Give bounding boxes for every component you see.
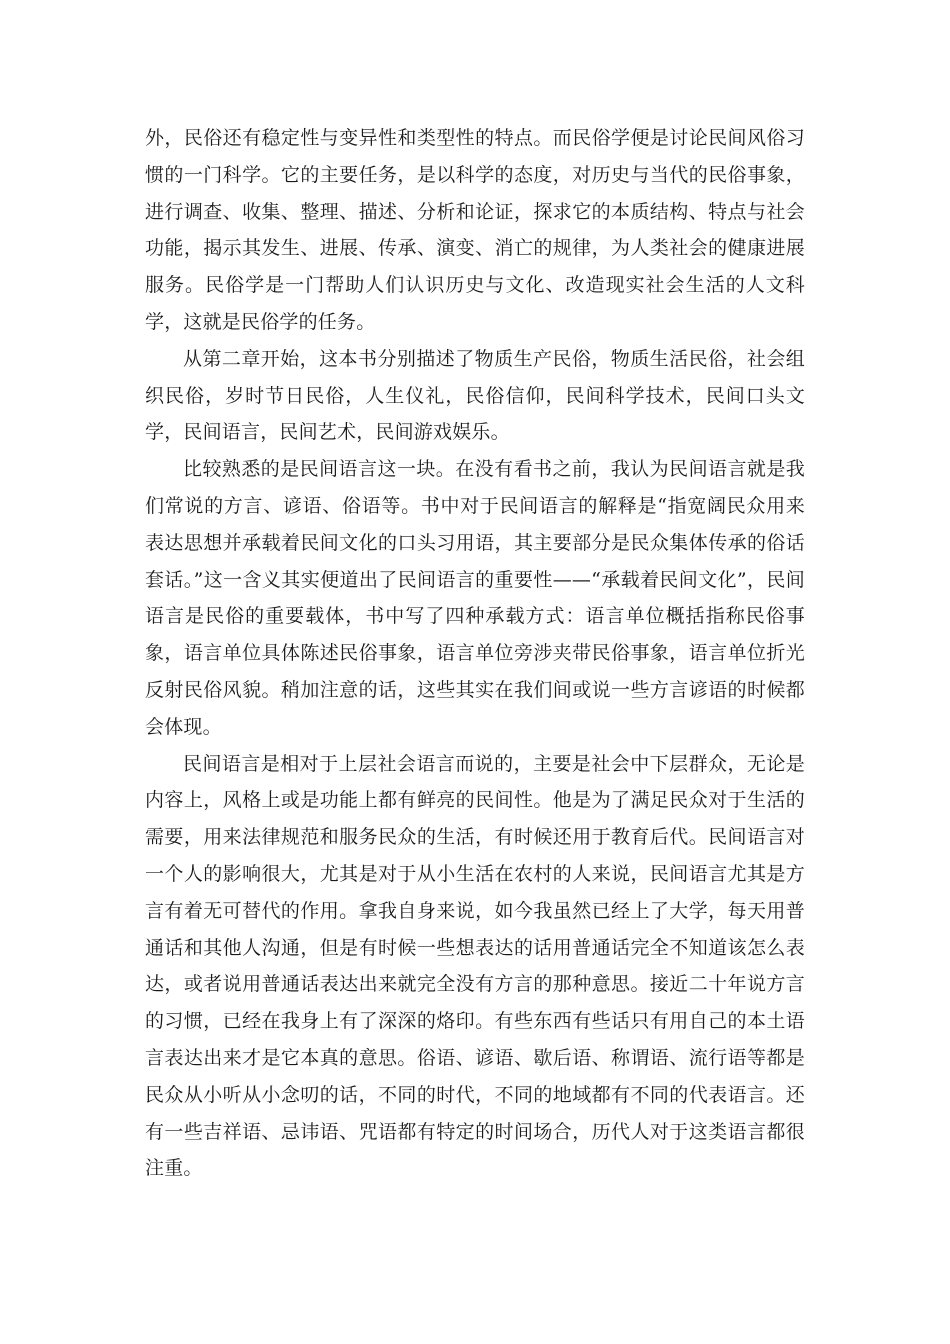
document-body (145, 120, 805, 1187)
paragraph-continuation: 外，民俗还有稳定性与变异性和类型性的特点。而民俗学便是讨论民间风俗习惯的一门科学。它的主要任务，是以科学的态度，对历史与当代的民俗事象，进行调查、收集、整理、描述、分析和论证，探求它的本质结构、特点与社会功能，揭示其发生、进展、传承、演变、消亡的规律，为人类社会的健康进展服务。民俗学是一门帮助人们认识历史与文化、改造现实社会生活的人文科学，这就是民俗学的任务。 (145, 127, 805, 333)
paragraph-folk-language-definition: 比较熟悉的是民间语言这一块。在没有看书之前，我认为民间语言就是我们常说的方言、谚语、俗语等。书中对于民间语言的解释是“指宽阔民众用来表达思想并承载着民间文化的口头习用语，其主要部分是民众集体传承的俗话套话。”这一含义其实便道出了民间语言的重要性——“承载着民间文化”，民间语言是民俗的重要载体，书中写了四种承载方式：语言单位概括指称民俗事象，语言单位具体陈述民俗事象，语言单位旁涉夹带民俗事象，语言单位折光反射民俗风貌。稍加注意的话，这些其实在我们间或说一些方言谚语的时候都会体现。 (145, 458, 805, 738)
paragraph-folk-language-influence: 民间语言是相对于上层社会语言而说的，主要是社会中下层群众，无论是内容上，风格上或是功能上都有鲜亮的民间性。他是为了满足民众对于生活的需要，用来法律规范和服务民众的生活，有时候还用于教育后代。民间语言对一个人的影响很大，尤其是对于从小生活在农村的人来说，民间语言尤其是方言有着无可替代的作用。拿我自身来说，如今我虽然已经上了大学，每天用普通话和其他人沟通，但是有时候一些想表达的话用普通话完全不知道该怎么表达，或者说用普通话表达出来就完全没有方言的那种意思。接近二十年说方言的习惯，已经在我身上有了深深的烙印。有些东西有些话只有用自己的本土语言表达出来才是它本真的意思。俗语、谚语、歇后语、称谓语、流行语等都是民众从小听从小念叨的话，不同的时代，不同的地域都有不同的代表语言。还有一些吉祥语、忌讳语、咒语都有特定的时间场合，历代人对于这类语言都很注重。 (145, 752, 805, 1180)
paragraph-chapter-overview: 从第二章开始，这本书分别描述了物质生产民俗，物质生活民俗，社会组织民俗，岁时节日民俗，人生仪礼，民俗信仰，民间科学技术，民间口头文学，民间语言，民间艺术，民间游戏娱乐。 (145, 347, 805, 444)
